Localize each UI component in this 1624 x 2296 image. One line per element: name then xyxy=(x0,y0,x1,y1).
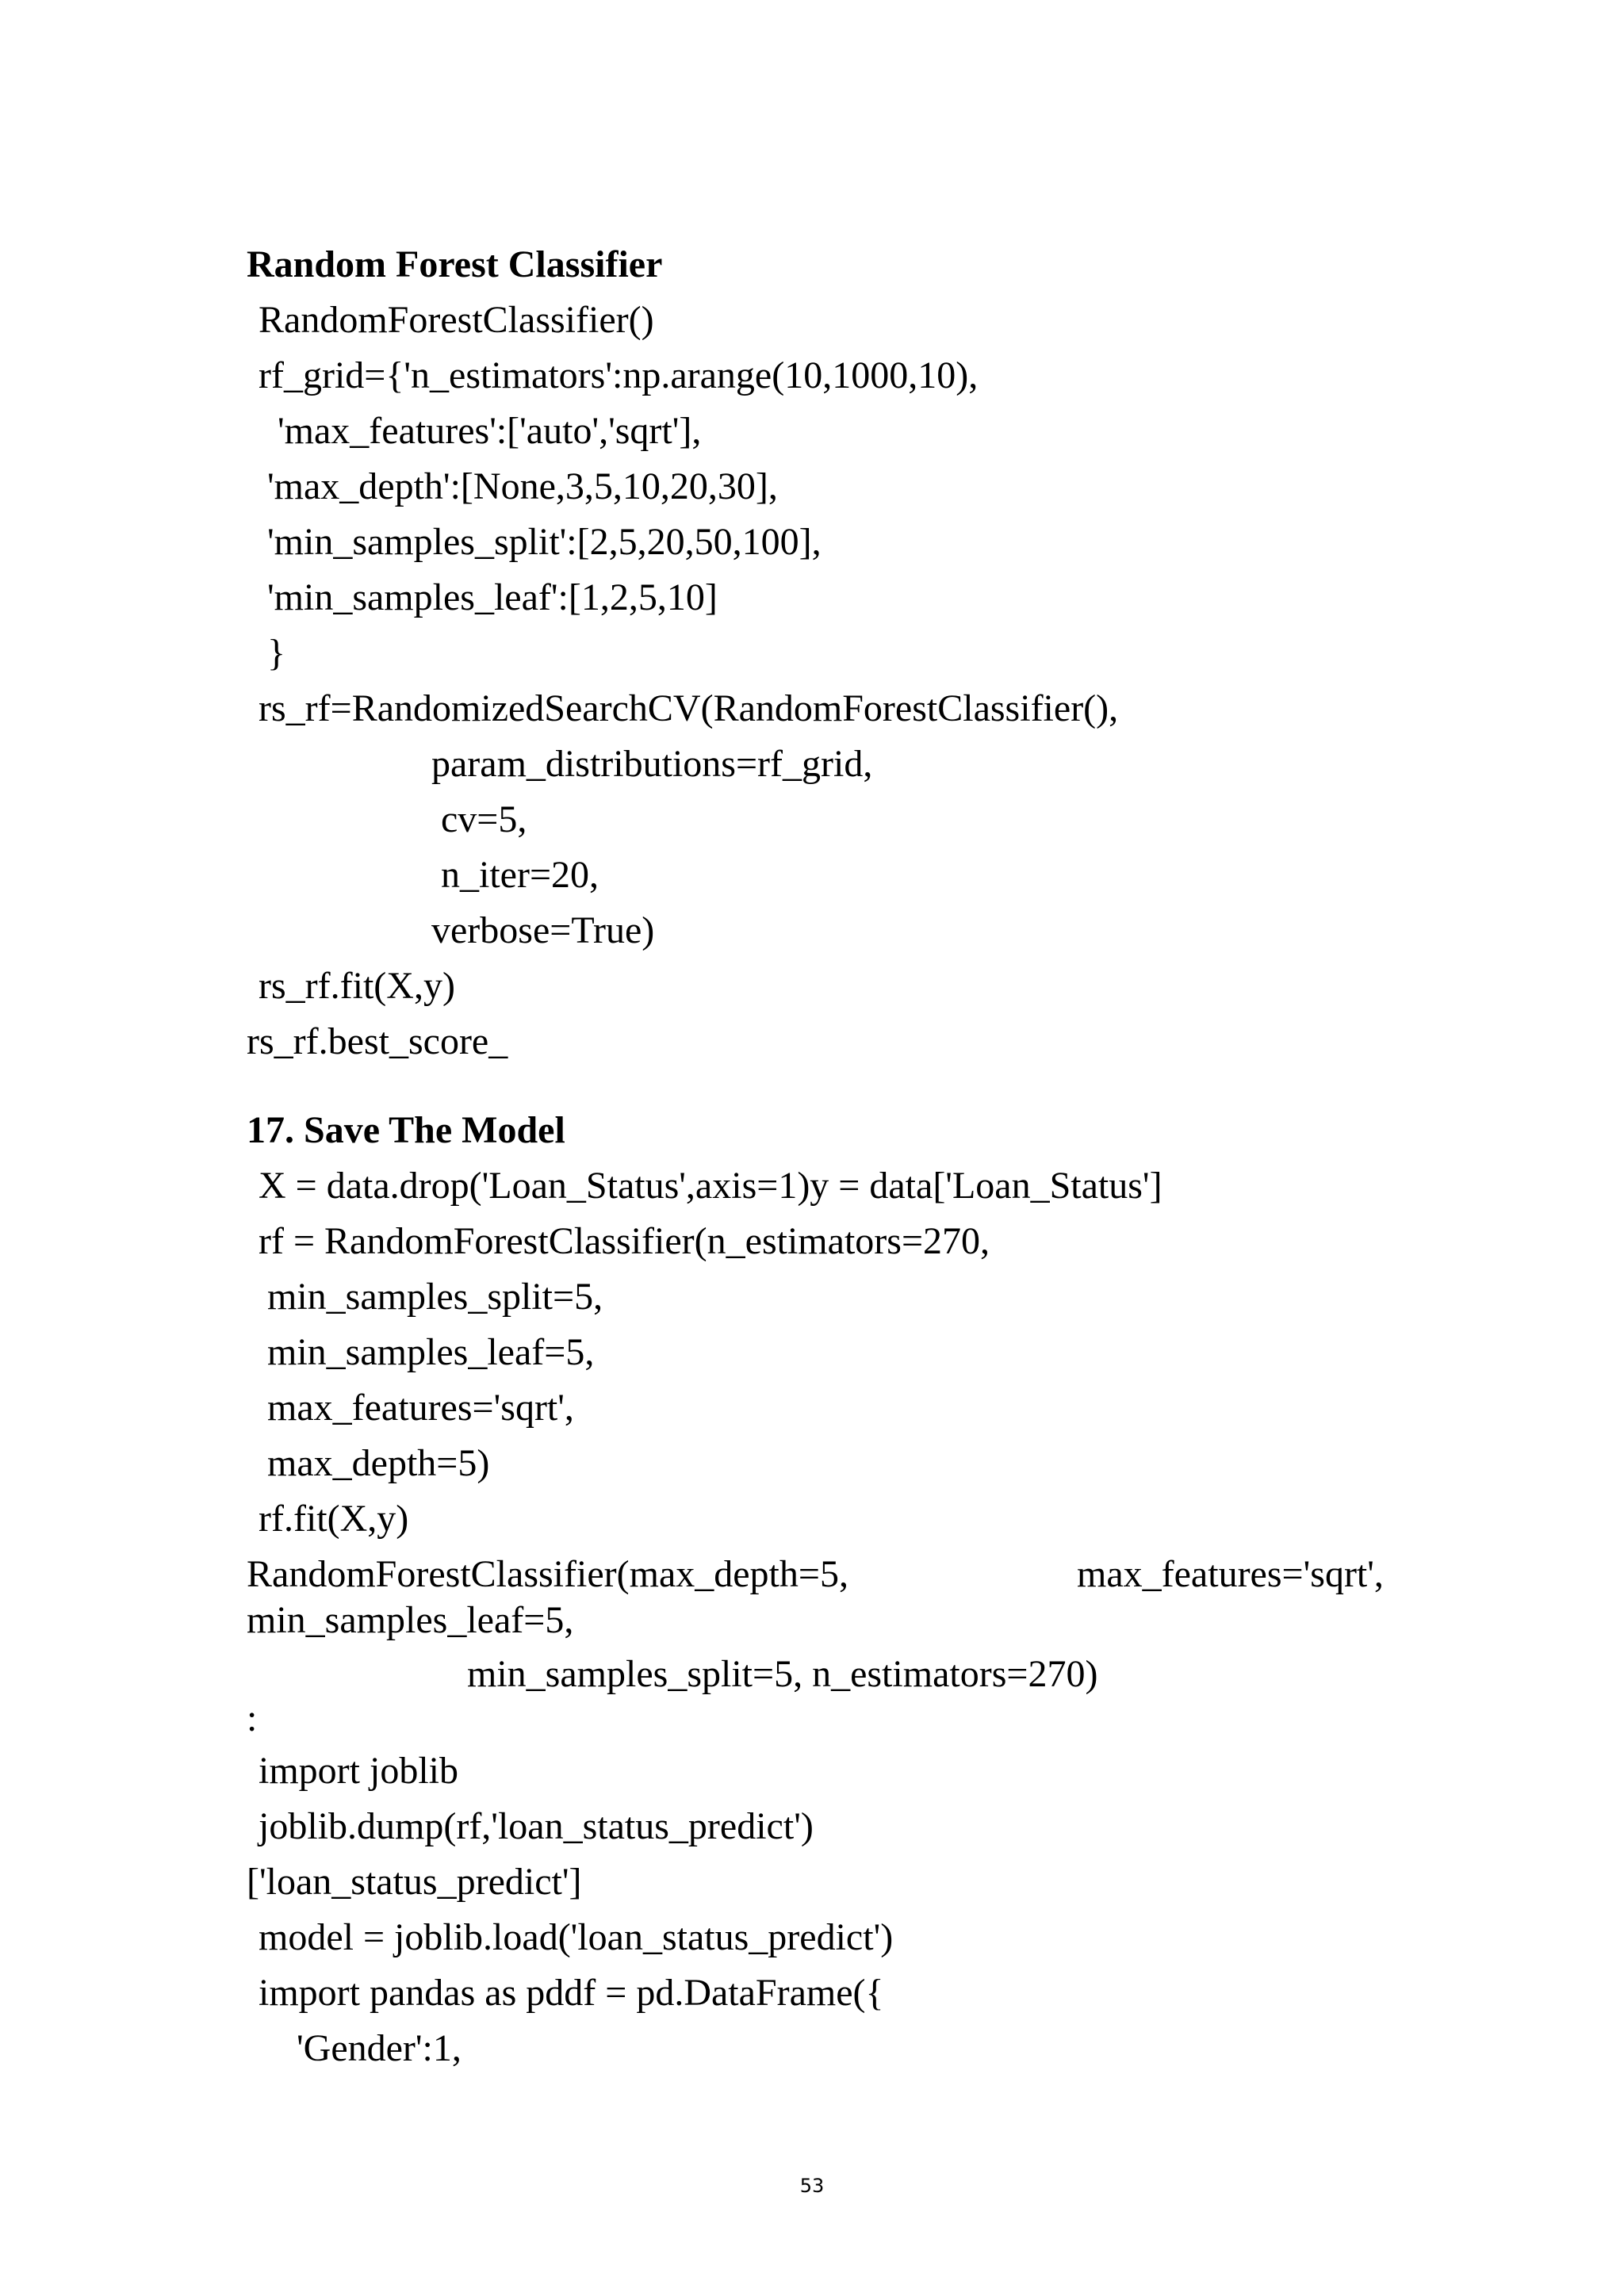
code-line: RandomForestClassifier() xyxy=(259,299,654,341)
code-line: rs_rf.fit(X,y) xyxy=(259,965,455,1007)
code-line: max_features='sqrt', xyxy=(267,1387,574,1429)
page-number: 53 xyxy=(799,2175,825,2197)
code-line: 'min_samples_split':[2,5,20,50,100], xyxy=(267,521,822,563)
code-line: import pandas as pddf = pd.DataFrame({ xyxy=(259,1972,884,2014)
code-line: verbose=True) xyxy=(431,909,655,951)
output-line: min_samples_split=5, n_estimators=270) xyxy=(467,1653,1098,1695)
code-line: param_distributions=rf_grid, xyxy=(431,743,873,785)
code-line: 'max_depth':[None,3,5,10,20,30], xyxy=(267,465,778,507)
output-line: max_features='sqrt', xyxy=(1077,1553,1384,1595)
section-heading-random-forest: Random Forest Classifier xyxy=(247,243,663,285)
code-line: rs_rf.best_score_ xyxy=(247,1020,508,1062)
code-line: rf = RandomForestClassifier(n_estimators=270, xyxy=(259,1220,990,1262)
output-line: RandomForestClassifier(max_depth=5, xyxy=(247,1553,848,1595)
output-line: ['loan_status_predict'] xyxy=(247,1861,582,1903)
code-line: max_depth=5) xyxy=(267,1442,490,1484)
code-line: rf.fit(X,y) xyxy=(259,1498,409,1540)
code-line: joblib.dump(rf,'loan_status_predict') xyxy=(259,1805,814,1847)
code-line: 'min_samples_leaf':[1,2,5,10] xyxy=(267,576,718,618)
code-line: 'max_features':['auto','sqrt'], xyxy=(278,410,702,452)
section-heading-save-model: 17. Save The Model xyxy=(247,1109,565,1151)
code-line: } xyxy=(267,632,286,674)
code-line: rs_rf=RandomizedSearchCV(RandomForestClassifier(), xyxy=(259,687,1119,729)
code-line: import joblib xyxy=(259,1750,458,1792)
code-line: min_samples_leaf=5, xyxy=(267,1331,595,1373)
output-line: min_samples_leaf=5, xyxy=(247,1599,574,1641)
code-line: X = data.drop('Loan_Status',axis=1)y = data['Loan_Status'] xyxy=(259,1165,1162,1207)
code-line: n_iter=20, xyxy=(441,854,599,896)
output-line: : xyxy=(247,1697,258,1739)
code-line: min_samples_split=5, xyxy=(267,1276,603,1318)
code-line: model = joblib.load('loan_status_predict') xyxy=(259,1916,894,1958)
code-line: cv=5, xyxy=(441,798,527,840)
code-line: rf_grid={'n_estimators':np.arange(10,1000,10), xyxy=(259,354,979,396)
code-line: 'Gender':1, xyxy=(297,2027,462,2069)
